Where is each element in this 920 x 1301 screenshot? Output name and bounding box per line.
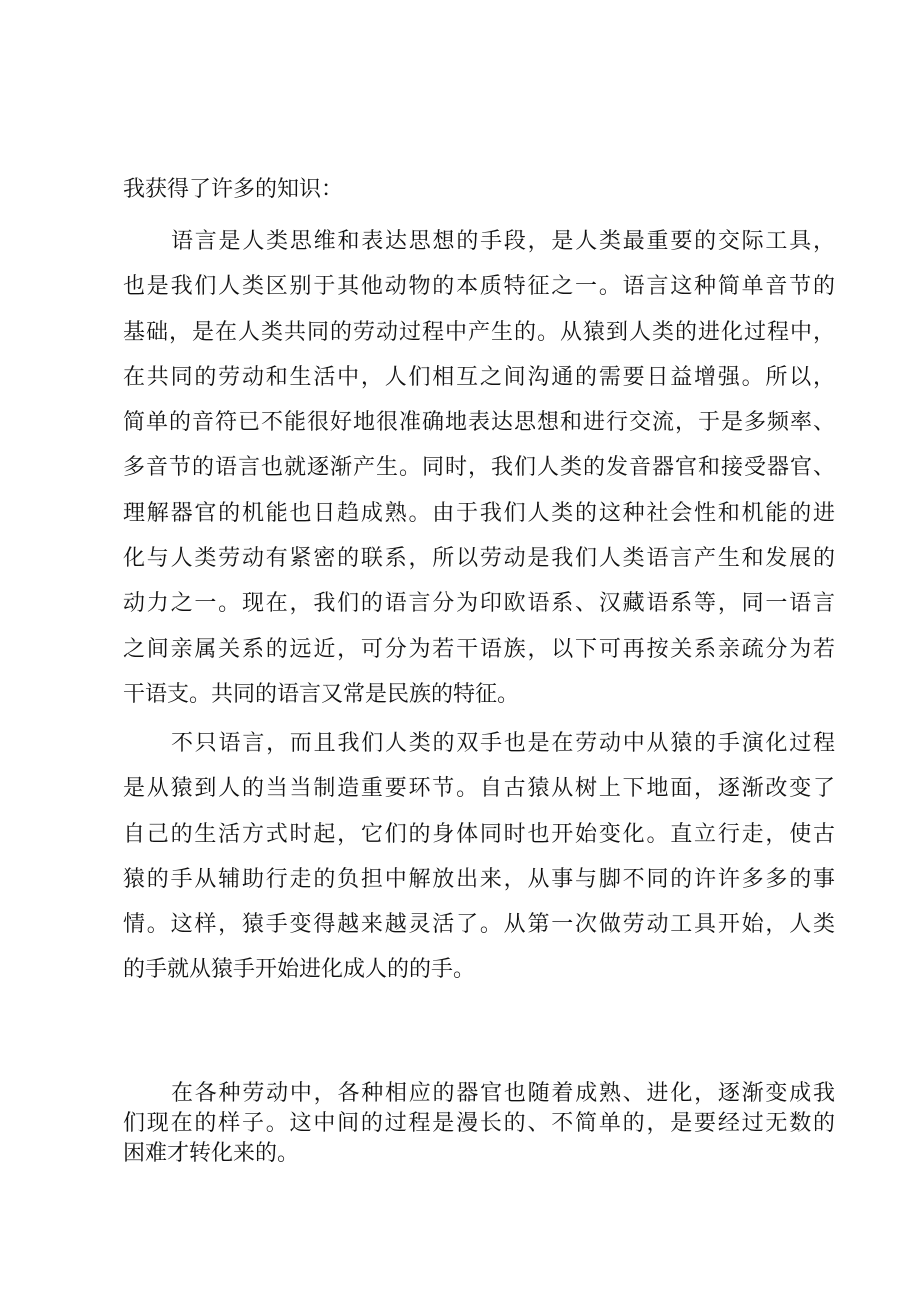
paragraph-line: 化与人类劳动有紧密的联系，所以劳动是我们人类语言产生和发展的 — [123, 546, 835, 572]
paragraph-line: 是从猿到人的当当制造重要环节。自古猿从树上下地面，逐渐改变了 — [123, 776, 835, 802]
paragraph-line: 的手就从猿手开始进化成人的的手。 — [123, 957, 476, 983]
paragraph-line: 情。这样，猿手变得越来越灵活了。从第一次做劳动工具开始，人类 — [123, 912, 835, 938]
paragraph-line: 基础，是在人类共同的劳动过程中产生的。从猿到人类的进化过程中， — [123, 319, 835, 345]
paragraph-line: 干语支。共同的语言又常是民族的特征。 — [123, 681, 520, 707]
paragraph-hands — [123, 721, 835, 993]
paragraph-line: 在各种劳动中，各种相应的器官也随着成熟、进化，逐渐变成我 — [171, 1081, 835, 1106]
paragraph-line: 语言是人类思维和表达思想的手段，是人类最重要的交际工具， — [171, 229, 835, 254]
paragraph-line: 困难才转化来的。 — [123, 1141, 300, 1166]
paragraph-line: 们现在的样子。这中间的过程是漫长的、不简单的，是要经过无数的 — [123, 1111, 835, 1136]
paragraph-line: 也是我们人类区别于其他动物的本质特征之一。语言这种简单音节的 — [123, 274, 835, 300]
intro-line: 我获得了许多的知识： — [123, 177, 344, 202]
paragraph-organs — [123, 1079, 835, 1169]
paragraph-line: 多音节的语言也就逐渐产生。同时，我们人类的发音器官和接受器官、 — [123, 455, 835, 481]
intro-text — [123, 173, 835, 207]
paragraph-language — [123, 219, 835, 717]
paragraph-line: 不只语言，而且我们人类的双手也是在劳动中从猿的手演化过程 — [171, 731, 835, 756]
paragraph-line: 在共同的劳动和生活中，人们相互之间沟通的需要日益增强。所以， — [123, 364, 835, 390]
paragraph-line: 猿的手从辅助行走的负担中解放出来，从事与脚不同的许许多多的事 — [123, 866, 835, 892]
paragraph-line: 简单的音符已不能很好地很准确地表达思想和进行交流，于是多频率、 — [123, 410, 835, 436]
paragraph-line: 动力之一。现在，我们的语言分为印欧语系、汉藏语系等，同一语言 — [123, 591, 835, 617]
paragraph-line: 自己的生活方式时起，它们的身体同时也开始变化。直立行走，使古 — [123, 821, 835, 847]
paragraph-line: 理解器官的机能也日趋成熟。由于我们人类的这种社会性和机能的进 — [123, 500, 835, 526]
paragraph-line: 之间亲属关系的远近，可分为若干语族，以下可再按关系亲疏分为若 — [123, 636, 835, 662]
